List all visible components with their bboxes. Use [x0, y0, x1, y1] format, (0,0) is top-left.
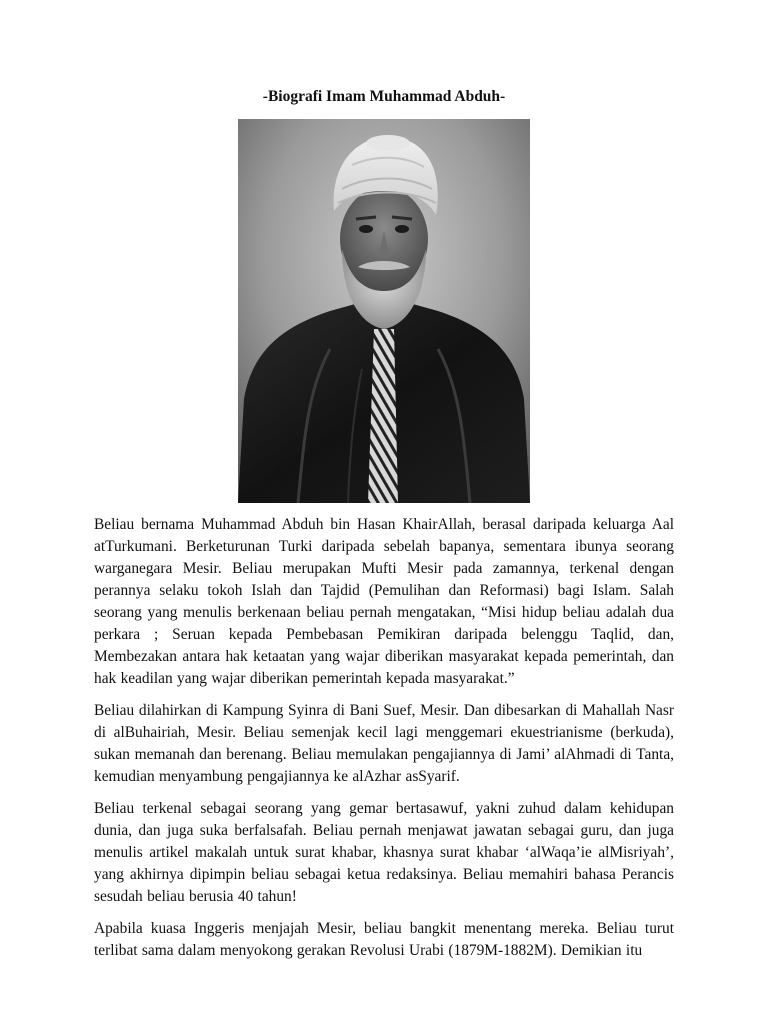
portrait-illustration	[238, 119, 530, 503]
paragraph: Beliau bernama Muhammad Abduh bin Hasan KhairAllah, berasal daripada keluarga Aal atTurkumani. Berketurunan Turki daripada sebelah bapanya, sementara ibunya seorang warganegara Mesir. Beliau merupakan Mufti Mesir pada zamannya, terkenal dengan perannya selaku tokoh Islah dan Tajdid (Pemulihan dan Reformasi) bagi Islam. Salah seorang yang menulis berkenaan beliau pernah mengatakan, “Misi hidup beliau adalah dua perkara ; Seruan kepada Pembebasan Pemikiran daripada belenggu Taqlid, dan, Membezakan antara hak ketaatan yang wajar diberikan masyarakat kepada pemerintah, dan hak keadilan yang wajar diberikan pemerintah kepada masyarakat.”	[94, 516, 674, 687]
paragraph: Apabila kuasa Inggeris menjajah Mesir, beliau bangkit menentang mereka. Beliau turut terlibat sama dalam menyokong gerakan Revolusi Urabi (1879M-1882M). Demikian itu	[94, 920, 674, 959]
biography-text	[94, 514, 674, 972]
paragraph: Beliau terkenal sebagai seorang yang gemar bertasawuf, yakni zuhud dalam kehidupan dunia, dan juga suka berfalsafah. Beliau pernah menjawat jawatan sebagai guru, dan juga menulis artikel makalah untuk surat khabar, khasnya surat khabar ‘alWaqa’ie alMisriyah’, yang akhirnya dipimpin beliau sebagai ketua redaksinya. Beliau memahiri bahasa Perancis sesudah beliau berusia 40 tahun!	[94, 800, 674, 905]
paragraph: Beliau dilahirkan di Kampung Syinra di Bani Suef, Mesir. Dan dibesarkan di Mahallah Nasr di alBuhairiah, Mesir. Beliau semenjak kecil lagi menggemari ekuestrianisme (berkuda), sukan memanah dan berenang. Beliau memulakan pengajiannya di Jami’ alAhmadi di Tanta, kemudian menyambung pengajiannya ke alAzhar asSyarif.	[94, 702, 674, 785]
page-title: -Biografi Imam Muhammad Abduh-	[262, 88, 506, 105]
portrait-photo	[238, 119, 530, 503]
